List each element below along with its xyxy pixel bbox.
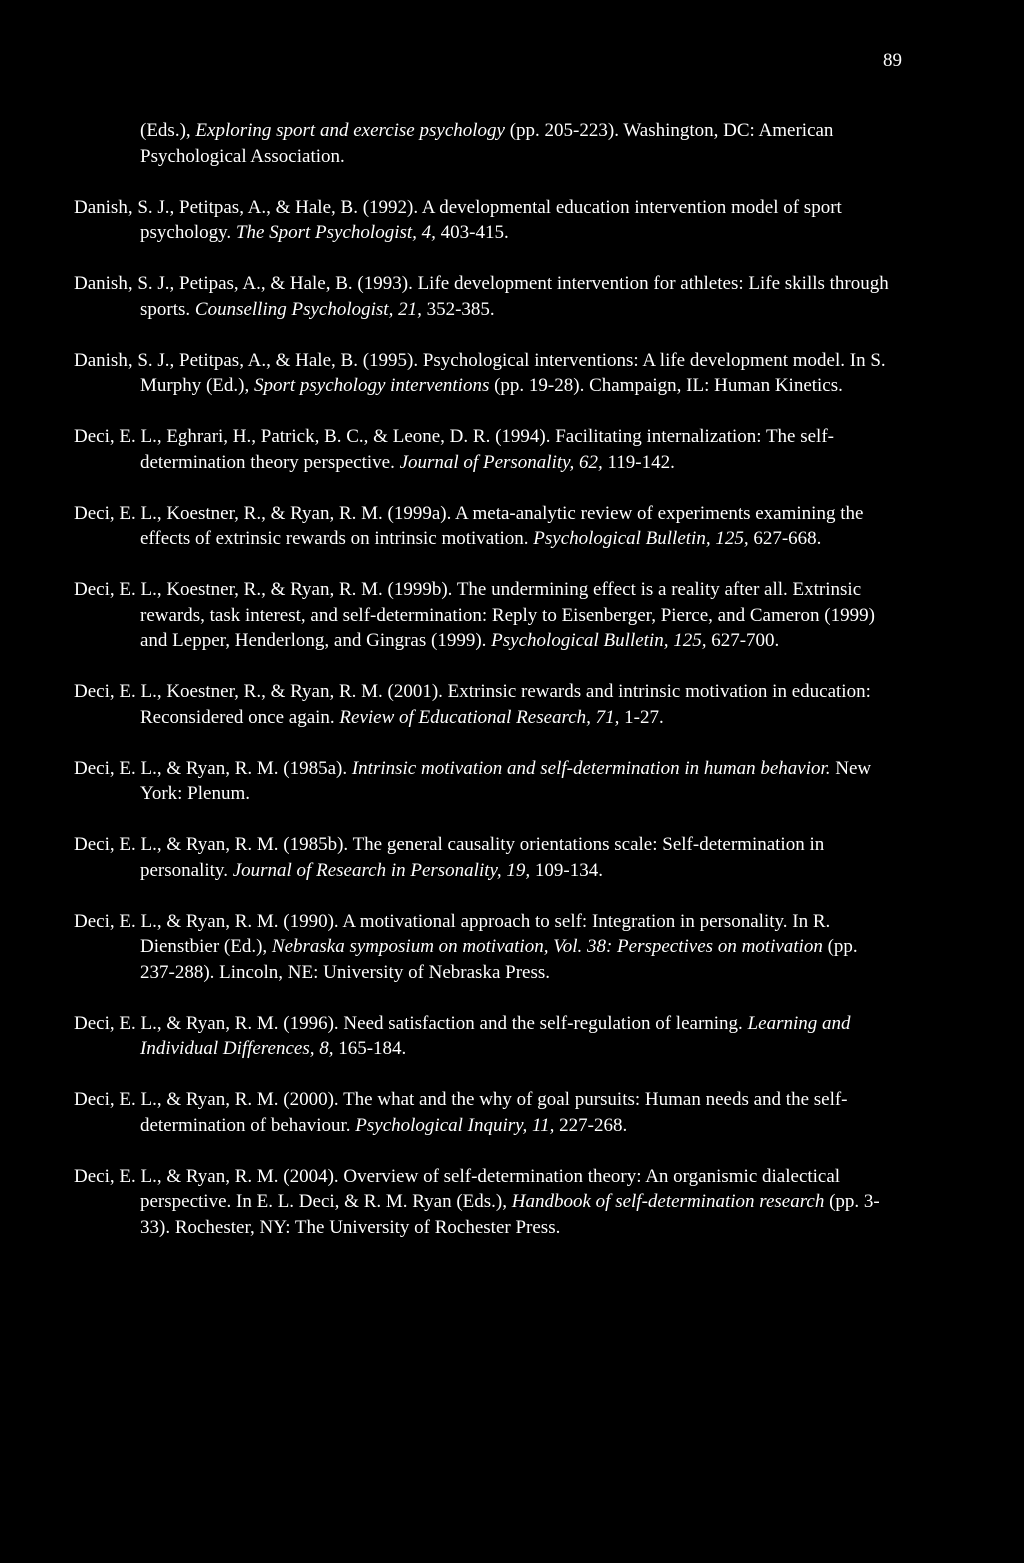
- reference-entry: [74, 501, 894, 552]
- reference-text: 119-142.: [602, 451, 675, 473]
- reference-entry: [74, 1087, 894, 1138]
- reference-entry: [74, 679, 894, 730]
- reference-entry: [74, 348, 894, 399]
- reference-text: 403-415.: [435, 222, 509, 243]
- reference-text: Deci, E. L., & Ryan, R. M. (1985a).: [74, 757, 352, 779]
- reference-entry: [74, 1011, 894, 1062]
- reference-list: [74, 118, 894, 1266]
- reference-italic-text: The Sport Psychologist, 4,: [235, 222, 436, 243]
- reference-text: (pp. 19-28). Champaign, IL: Human Kinetics.: [489, 375, 843, 396]
- reference-entry: [74, 195, 894, 246]
- page-number: 89: [883, 50, 902, 71]
- reference-text: Danish, S. J., Petitpas, A., & Hale, B. (1995). Psychological interventions: A life development model. In S. Murphy (Ed.),: [74, 349, 886, 396]
- reference-text: 627-668.: [748, 528, 822, 549]
- reference-text: Danish, S. J., Petipas, A., & Hale, B. (1993). Life development intervention for athletes: Life skills through sports.: [74, 273, 889, 320]
- reference-entry: [74, 756, 894, 807]
- reference-text: Deci, E. L., Koestner, R., & Ryan, R. M. (1999a). A meta-analytic review of experiments examining the effects of extrinsic rewards on intrinsic motivation.: [74, 502, 864, 549]
- reference-italic-text: Counselling Psychologist, 21,: [194, 298, 422, 320]
- reference-text: (pp. 237-288). Lincoln, NE: University of Nebraska Press.: [140, 936, 858, 983]
- reference-text: Deci, E. L., Koestner, R., & Ryan, R. M. (2001). Extrinsic rewards and intrinsic motivation in education: Reconsidered once again.: [74, 681, 871, 728]
- reference-italic-text: Intrinsic motivation and self-determination in human behavior.: [351, 757, 831, 779]
- reference-italic-text: Learning and Individual Differences, 8,: [140, 1012, 851, 1059]
- reference-italic-text: Journal of Personality, 62,: [399, 451, 603, 473]
- reference-entry: [74, 271, 894, 322]
- reference-text: Deci, E. L., & Ryan, R. M. (2004). Overview of self-determination theory: An organismic dialectical perspective. In E. L. Deci, & R. M. Ryan (Eds.),: [74, 1165, 841, 1212]
- reference-text: Deci, E. L., & Ryan, R. M. (1990). A motivational approach to self: Integration in personality. In R. Dienstbier (Ed.),: [74, 910, 831, 957]
- reference-entry: [74, 577, 894, 654]
- reference-text: 627-700.: [706, 630, 780, 651]
- reference-text: Deci, E. L., & Ryan, R. M. (1985b). The general causality orientations scale: Self-determination in personality.: [74, 834, 825, 881]
- reference-entry: [74, 832, 894, 883]
- reference-italic-text: Handbook of self-determination research: [511, 1191, 825, 1212]
- reference-italic-text: Psychological Bulletin, 125,: [533, 528, 749, 549]
- reference-text: Deci, E. L., & Ryan, R. M. (2000). The what and the why of goal pursuits: Human needs and the self-determination of behaviour.: [74, 1089, 848, 1136]
- reference-text: (pp. 205-223). Washington, DC: American Psychological Association.: [140, 120, 834, 167]
- reference-italic-text: Psychological Bulletin, 125,: [491, 630, 707, 651]
- reference-italic-text: Nebraska symposium on motivation, Vol. 38: Perspectives on motivation: [271, 936, 823, 957]
- reference-italic-text: Exploring sport and exercise psychology: [195, 120, 505, 141]
- reference-text: New York: Plenum.: [140, 757, 872, 804]
- reference-italic-text: Review of Educational Research, 71,: [339, 706, 620, 728]
- reference-text: 227-268.: [554, 1114, 628, 1136]
- reference-entry: [74, 424, 894, 475]
- reference-text: 1-27.: [619, 706, 664, 728]
- reference-text: (pp. 3-33). Rochester, NY: The University of Rochester Press.: [140, 1191, 880, 1238]
- reference-text: Danish, S. J., Petitpas, A., & Hale, B. (1992). A developmental education intervention model of sport psychology.: [74, 196, 842, 243]
- reference-text: Deci, E. L., Koestner, R., & Ryan, R. M. (1999b). The undermining effect is a reality after all. Extrinsic rewards, task interest, and self-determination: Reply to Eisenberger, Pierce, and Cameron (1999) and Lepper, Henderlong, and Gingras (1999).: [74, 579, 875, 651]
- reference-italic-text: Journal of Research in Personality, 19,: [232, 859, 531, 881]
- reference-text: Deci, E. L., & Ryan, R. M. (1996). Need satisfaction and the self-regulation of learning.: [74, 1012, 748, 1034]
- reference-text: 352-385.: [421, 298, 495, 320]
- reference-entry: [74, 1164, 894, 1241]
- reference-text: 109-134.: [530, 859, 603, 881]
- reference-italic-text: Sport psychology interventions: [253, 375, 490, 396]
- reference-text: (Eds.),: [140, 120, 196, 141]
- reference-text: Deci, E. L., Eghrari, H., Patrick, B. C., & Leone, D. R. (1994). Facilitating internalization: The self-determination theory perspective.: [74, 426, 834, 473]
- reference-continuation: [74, 118, 894, 169]
- reference-text: 165-184.: [333, 1038, 407, 1059]
- reference-entry: [74, 909, 894, 986]
- reference-italic-text: Psychological Inquiry, 11,: [355, 1114, 555, 1136]
